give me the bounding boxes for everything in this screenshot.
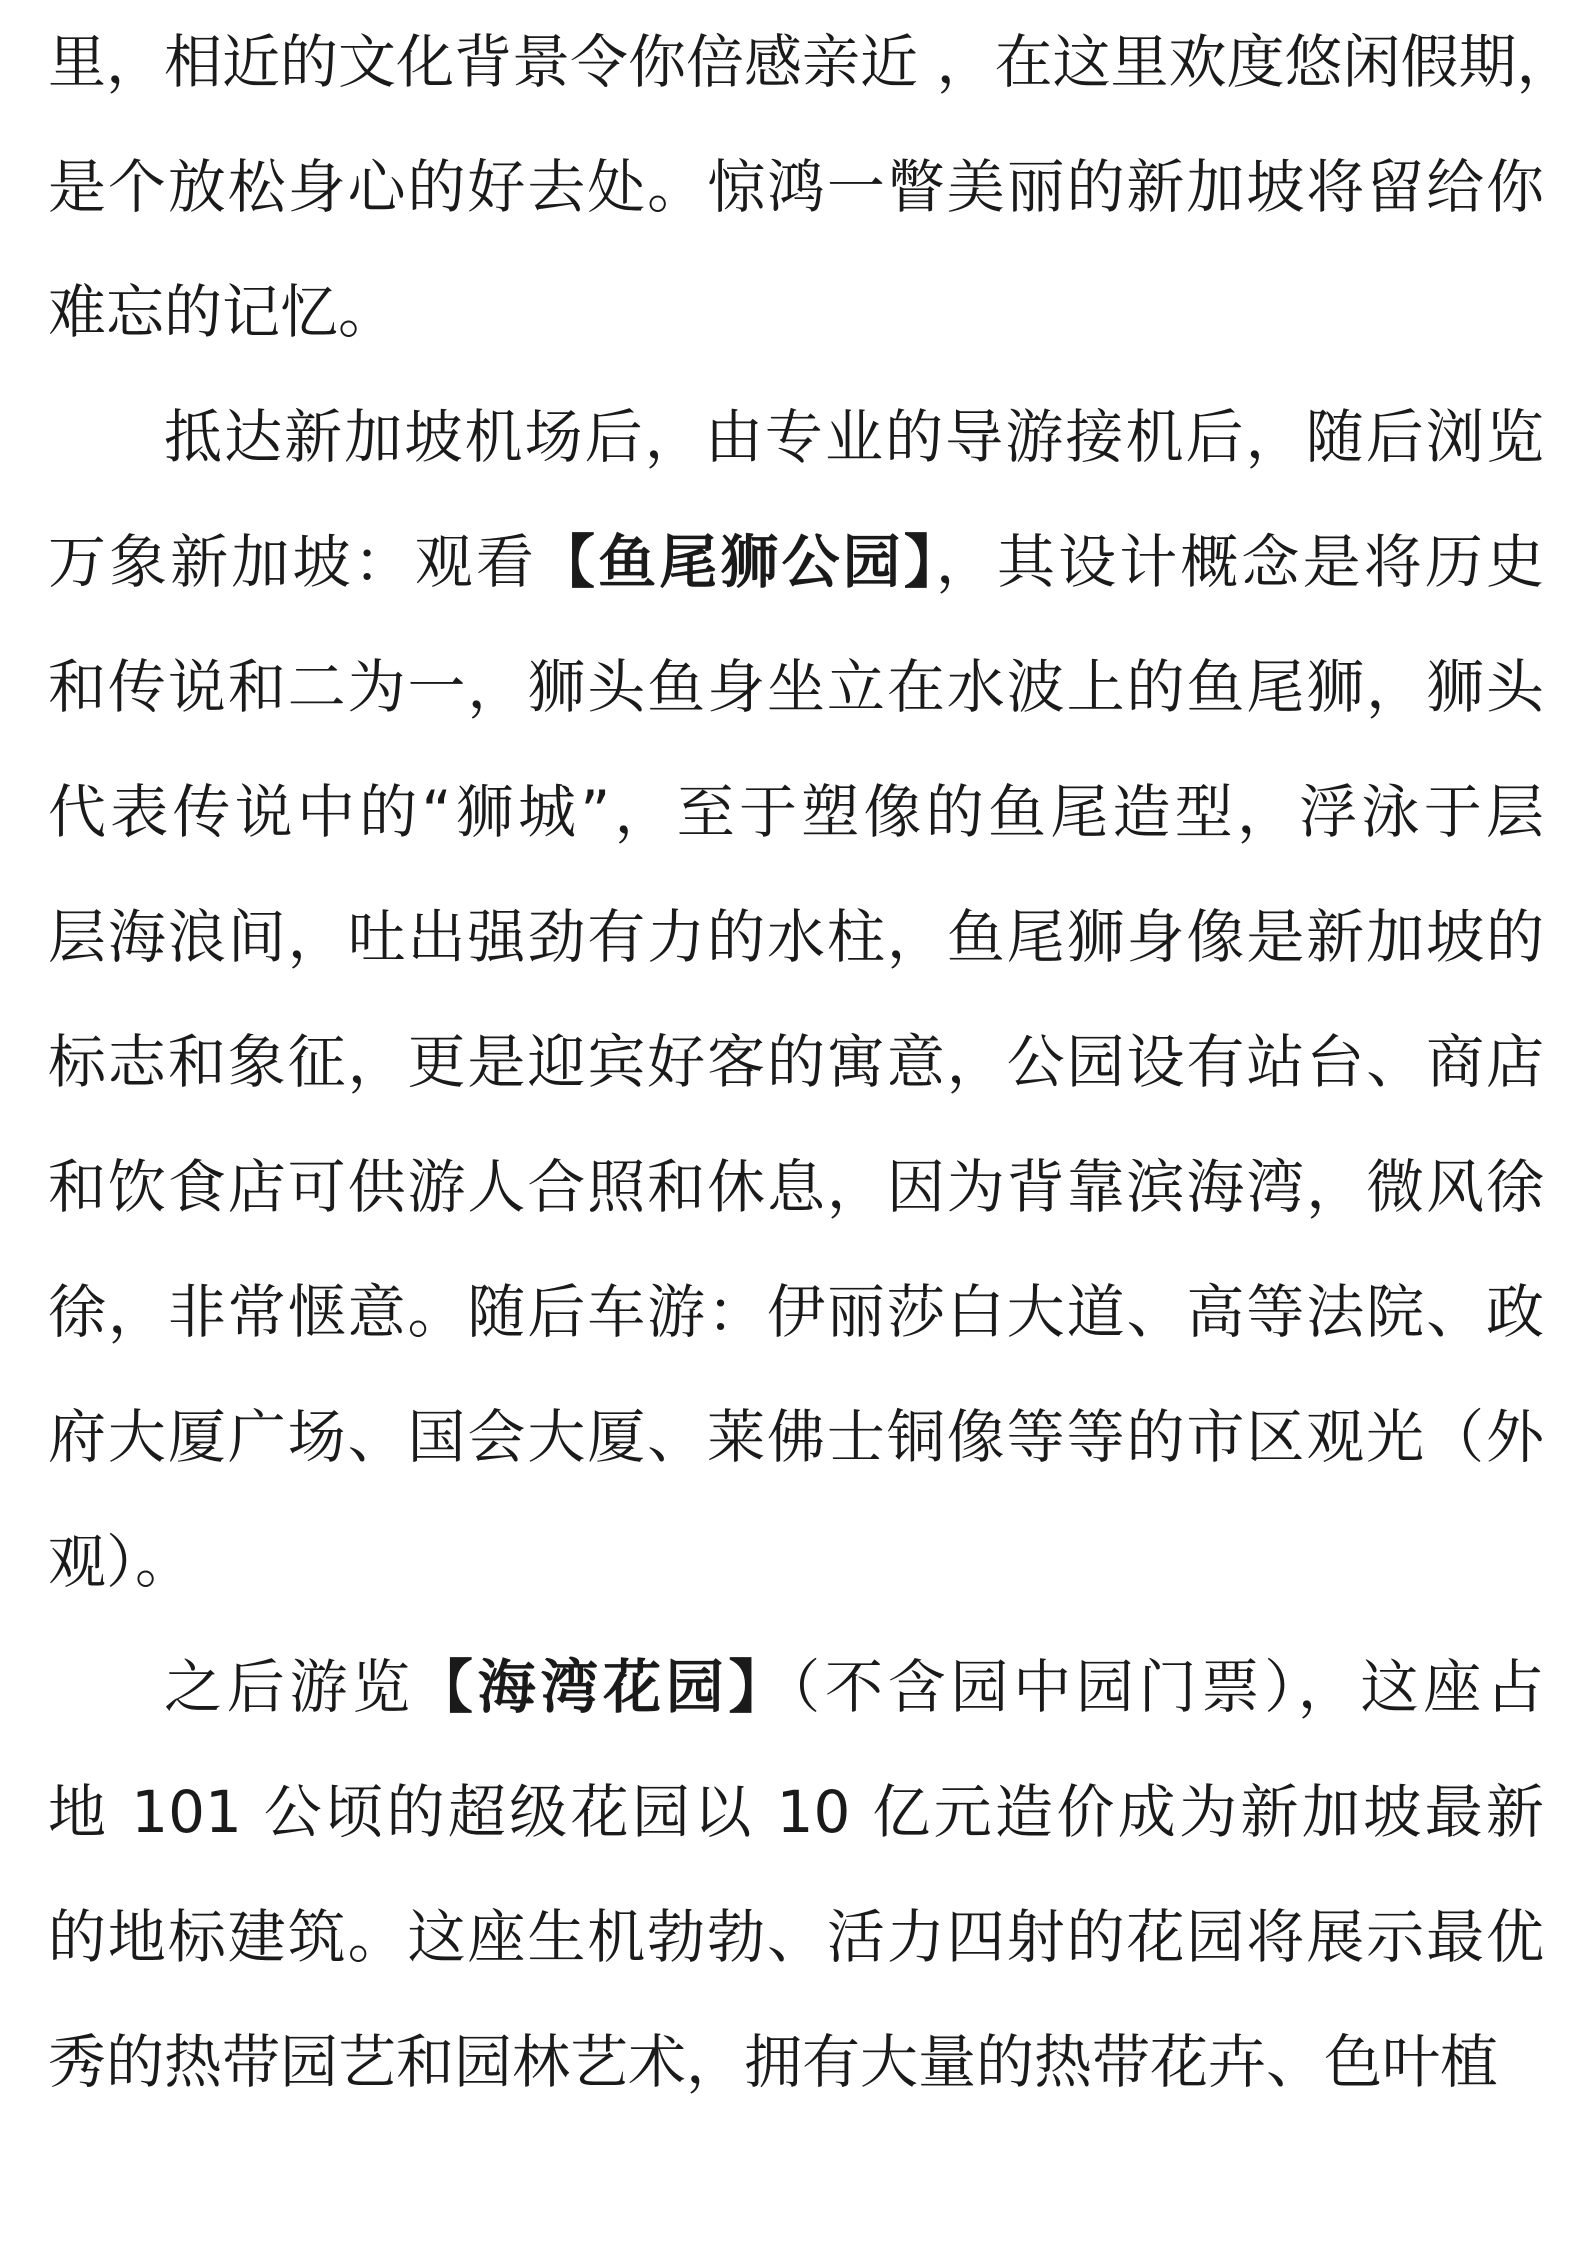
text-line [48,750,1544,875]
text-line [48,375,1544,500]
text-line [48,500,1544,625]
bold-heading-text: 【鱼尾狮公园】 [537,528,936,596]
text-line [48,875,1544,1000]
text-line [48,1875,1544,2000]
paragraph [48,1625,1544,2125]
text-line [48,250,1544,375]
text-line [48,125,1544,250]
text-run: 府大厦广场、国会大厦、莱佛士铜像等等的市区观光（外 [48,1403,1544,1471]
text-run: 地 101 公顷的超级花园以 10 亿元造价成为新加坡最新 [48,1778,1544,1846]
text-run: 是个放松身心的好去处。惊鸿一瞥美丽的新加坡将留给你 [48,153,1544,221]
text-run: （不含园中园门票），这座占 [791,1653,1544,1721]
text-run: 和传说和二为一，狮头鱼身坐立在水波上的鱼尾狮，狮头 [48,653,1544,721]
text-line [48,1500,1544,1625]
text-run: 秀的热带园艺和园林艺术，拥有大量的热带花卉、色叶植 [48,2028,1499,2096]
text-run: 标志和象征，更是迎宾好客的寓意，公园设有站台、商店 [48,1028,1544,1096]
bold-heading-text: 【海湾花园】 [414,1653,792,1721]
text-run: 难忘的记忆。 [48,278,397,346]
text-run: 层海浪间，吐出强劲有力的水柱，鱼尾狮身像是新加坡的 [48,903,1544,971]
text-line [48,1125,1544,1250]
text-run: 之后游览 [164,1653,415,1721]
text-run: 代表传说中的“狮城”，至于塑像的鱼尾造型，浮泳于层 [48,778,1544,846]
text-run: 和饮食店可供游人合照和休息，因为背靠滨海湾，微风徐 [48,1153,1544,1221]
text-run: 万象新加坡：观看 [48,528,537,596]
text-line [48,0,1575,125]
text-line [48,625,1544,750]
text-line [48,1375,1544,1500]
text-line [48,1625,1544,1750]
text-run: 徐，非常惬意。随后车游：伊丽莎白大道、高等法院、政 [48,1278,1544,1346]
text-line [48,1250,1544,1375]
paragraph [48,375,1544,1625]
text-line [48,1000,1544,1125]
text-run: 里，相近的文化背景令你倍感亲近 ，在这里欢度悠闲假期， [48,28,1575,96]
text-run: ，其设计概念是将历史 [935,528,1544,596]
text-run: 的地标建筑。这座生机勃勃、活力四射的花园将展示最优 [48,1903,1544,1971]
text-line [48,2000,1544,2125]
document-body [48,0,1575,2125]
paragraph [48,0,1575,375]
text-line [48,1750,1544,1875]
text-run: 抵达新加坡机场后，由专业的导游接机后，随后浏览 [164,403,1544,471]
text-run: 观）。 [48,1528,194,1596]
